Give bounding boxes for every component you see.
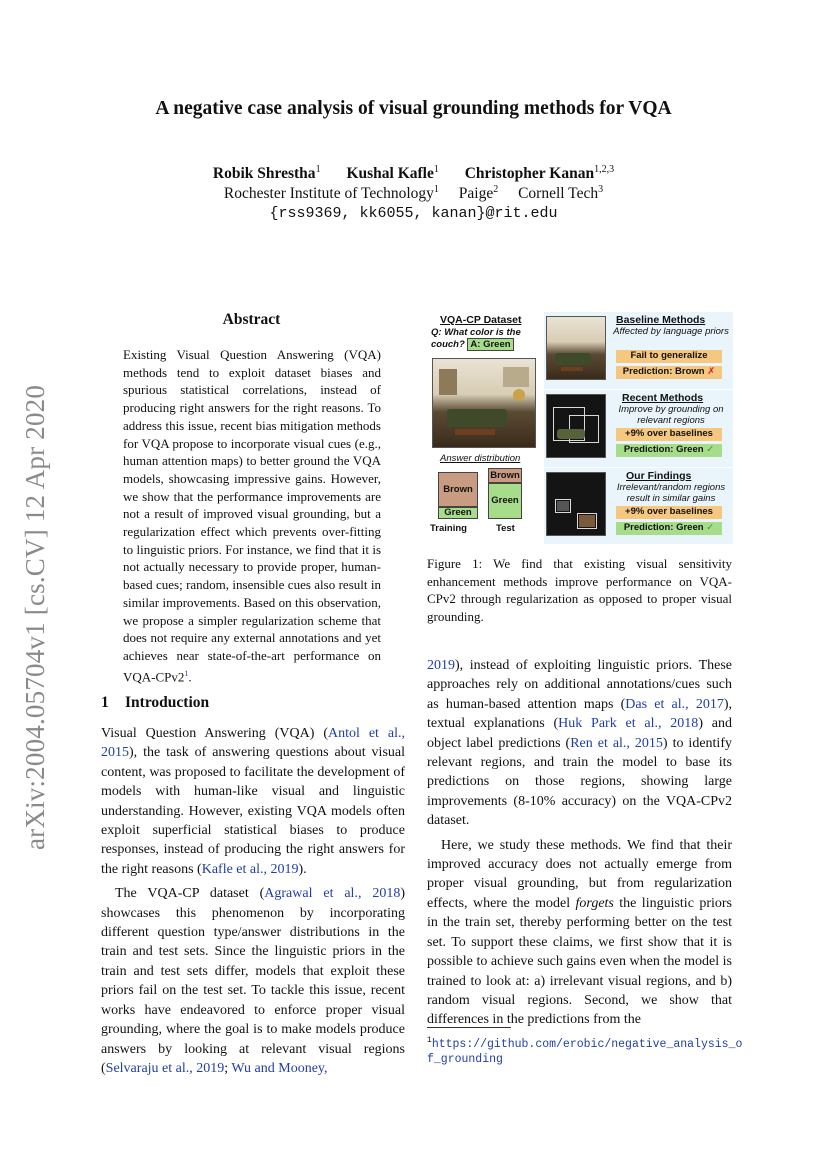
author-emails: {rss9369, kk6055, kanan}@rit.edu — [269, 205, 558, 222]
findings-title: Our Findings — [626, 470, 692, 482]
baseline-desc: Affected by language priors — [613, 326, 729, 337]
arxiv-sidebar-stamp: arXiv:2004.05704v1 [cs.CV] 12 Apr 2020 — [20, 384, 50, 850]
recent-prediction: Prediction: Green ✓ — [616, 444, 722, 457]
vqa-answer-tag: A: Green — [467, 338, 513, 351]
citation-link[interactable]: Kafle et al., 2019 — [201, 861, 299, 877]
our-findings-panel — [544, 468, 733, 544]
answer-distribution-title: Answer distribution — [440, 453, 521, 464]
section-heading-introduction — [101, 694, 209, 712]
citation-link[interactable]: Agrawal et al., 2018 — [264, 886, 401, 902]
footnote-url-link[interactable]: https://github.com/erobic/negative_analysis_of_grounding — [427, 1037, 743, 1066]
recent-title: Recent Methods — [622, 392, 704, 404]
citation-link[interactable]: Huk Park et al., 2018 — [558, 716, 699, 732]
recent-methods-panel — [544, 390, 733, 467]
footnote — [427, 1033, 747, 1067]
section-number: 1 — [101, 694, 109, 711]
recent-desc: Improve by grounding on relevant regions — [618, 404, 724, 426]
findings-photo — [546, 472, 606, 536]
citation-link[interactable]: Selvaraju et al., 2019 — [105, 1060, 225, 1076]
vqacp-panel-title: VQA-CP Dataset — [440, 314, 522, 326]
affiliation-sup: 2 — [493, 184, 499, 195]
train-label: Training — [430, 523, 467, 534]
test-green-bar: Green — [488, 483, 522, 519]
abstract-end: . — [188, 668, 192, 684]
baseline-photo — [546, 316, 606, 380]
affiliation-name: Paige — [458, 185, 494, 203]
right-column-body — [427, 656, 732, 1035]
citation-link[interactable]: Ren et al., 2015 — [570, 735, 663, 751]
author-name: Kushal Kafle — [346, 165, 434, 183]
paper-title: A negative case analysis of visual grounding methods for VQA — [155, 98, 672, 119]
figure-caption: Figure 1: We find that existing visual sensitivity enhancement methods improve performance on VQA-CPv2 through regularization as opposed to proper visual grounding. — [427, 556, 732, 624]
train-green-bar: Green — [438, 507, 478, 519]
abstract-body — [123, 346, 381, 686]
citation-link[interactable]: 2019 — [427, 658, 455, 673]
findings-prediction: Prediction: Green ✓ — [616, 522, 722, 535]
citation-link[interactable]: Antol et al., 2015 — [101, 726, 405, 761]
author-sup: 1 — [315, 164, 321, 175]
author-sup: 1,2,3 — [594, 164, 615, 175]
affiliation-name: Cornell Tech — [518, 185, 599, 203]
recent-photo — [546, 394, 606, 458]
findings-tag: +9% over baselines — [616, 506, 722, 519]
check-icon: ✓ — [706, 444, 715, 455]
paragraph: The VQA-CP dataset (Agrawal et al., 2018) showcases this phenomenon by incorporating different question type/answer distributions in the train and test sets. Since the linguistic priors in the train and test sets differ, models that exploit these priors fail on the test set. To tackle this issue, recent works have endeavored to enforce proper visual grounding, where the goal is to make models produce answers by looking at relevant visual regions (Selvaraju et al., 2019; Wu and Mooney, — [101, 886, 405, 1076]
check-icon: ✓ — [706, 522, 715, 533]
author-name: Christopher Kanan — [464, 165, 595, 183]
footnote-mark: 1 — [427, 1036, 432, 1045]
baseline-prediction: Prediction: Brown ✗ — [616, 366, 722, 379]
affiliation-list — [0, 184, 827, 203]
footnote-rule — [427, 1027, 511, 1028]
vqa-question: Q: What color is the couch? A: Green — [431, 327, 521, 350]
train-brown-bar: Brown — [438, 472, 478, 507]
test-brown-bar: Brown — [488, 468, 522, 483]
paragraph: 2019), instead of exploiting linguistic priors. These approaches rely on additional annotations/cues such as human-based attention maps (Das et al., 2017), textual explanations (Huk Park et al., 2018) and object label predictions (Ren et al., 2015) to identify relevant regions, and train the model to base its predictions on those regions, showing large improvements (8-10% accuracy) on the VQA-CPv2 dataset. — [427, 658, 732, 829]
cross-icon: ✗ — [707, 366, 716, 377]
baseline-panel — [544, 312, 733, 389]
author-list — [0, 164, 827, 183]
findings-desc: Irrelevant/random regions result in similar gains — [616, 482, 726, 504]
left-column-body — [101, 724, 405, 1083]
abstract-text: Existing Visual Question Answering (VQA) methods tend to exploit dataset biases and spurious statistical correlations, instead of producing right answers for the right reasons. To address this issue, recent bias mitigation methods for VQA propose to incorporate visual cues (e.g., human attention maps) to better ground the VQA models, showcasing impressive gains. However, we show that the performance improvements are not a result of improved visual grounding, but a regularization effect which prevents over-fitting to linguistic priors. For instance, we find that it is not actually necessary to provide proper, human-based cues; random, insensible cues also result in similar improvements. Based on this observation, we propose a simpler regularization scheme that does not require any external annotations and yet achieves near state-of-the-art performance on VQA-CPv2 — [123, 347, 381, 684]
living-room-photo — [432, 358, 536, 448]
footnote-ref[interactable]: 1 — [184, 668, 189, 678]
author-sup: 1 — [433, 164, 439, 175]
affiliation-sup: 3 — [598, 184, 604, 195]
baseline-tag: Fail to generalize — [616, 350, 722, 363]
citation-link[interactable]: Das et al., 2017 — [625, 696, 724, 712]
affiliation-name: Rochester Institute of Technology — [223, 185, 434, 203]
test-label: Test — [496, 523, 515, 534]
section-title: Introduction — [125, 694, 210, 711]
paragraph: Here, we study these methods. We find that their improved accuracy does not actually emerge from proper visual grounding, but from regularization effects, where the model forgets the linguistic priors in the train set, thereby performing better on the test set. To support these claims, we first show that it is possible to achieve such gains even when the model is trained to look at: a) irrelevant visual regions, and b) random visual regions. Second, we show that differences in the predictions from the — [427, 837, 732, 1028]
affiliation-sup: 1 — [433, 184, 439, 195]
baseline-title: Baseline Methods — [616, 314, 706, 326]
author-name: Robik Shrestha — [212, 165, 316, 183]
paragraph: Visual Question Answering (VQA) (Antol et al., 2015), the task of answering questions about visual content, was proposed to facilitate the development of models with human-like visual and linguistic understanding. However, existing VQA models often exploit superficial statistical biases to produce responses, instead of producing the right answers for the right reasons (Kafle et al., 2019). — [101, 726, 405, 877]
figure-1 — [428, 312, 733, 544]
recent-tag: +9% over baselines — [616, 428, 722, 441]
abstract-heading: Abstract — [222, 311, 281, 328]
citation-link[interactable]: Wu and Mooney, — [231, 1060, 328, 1076]
